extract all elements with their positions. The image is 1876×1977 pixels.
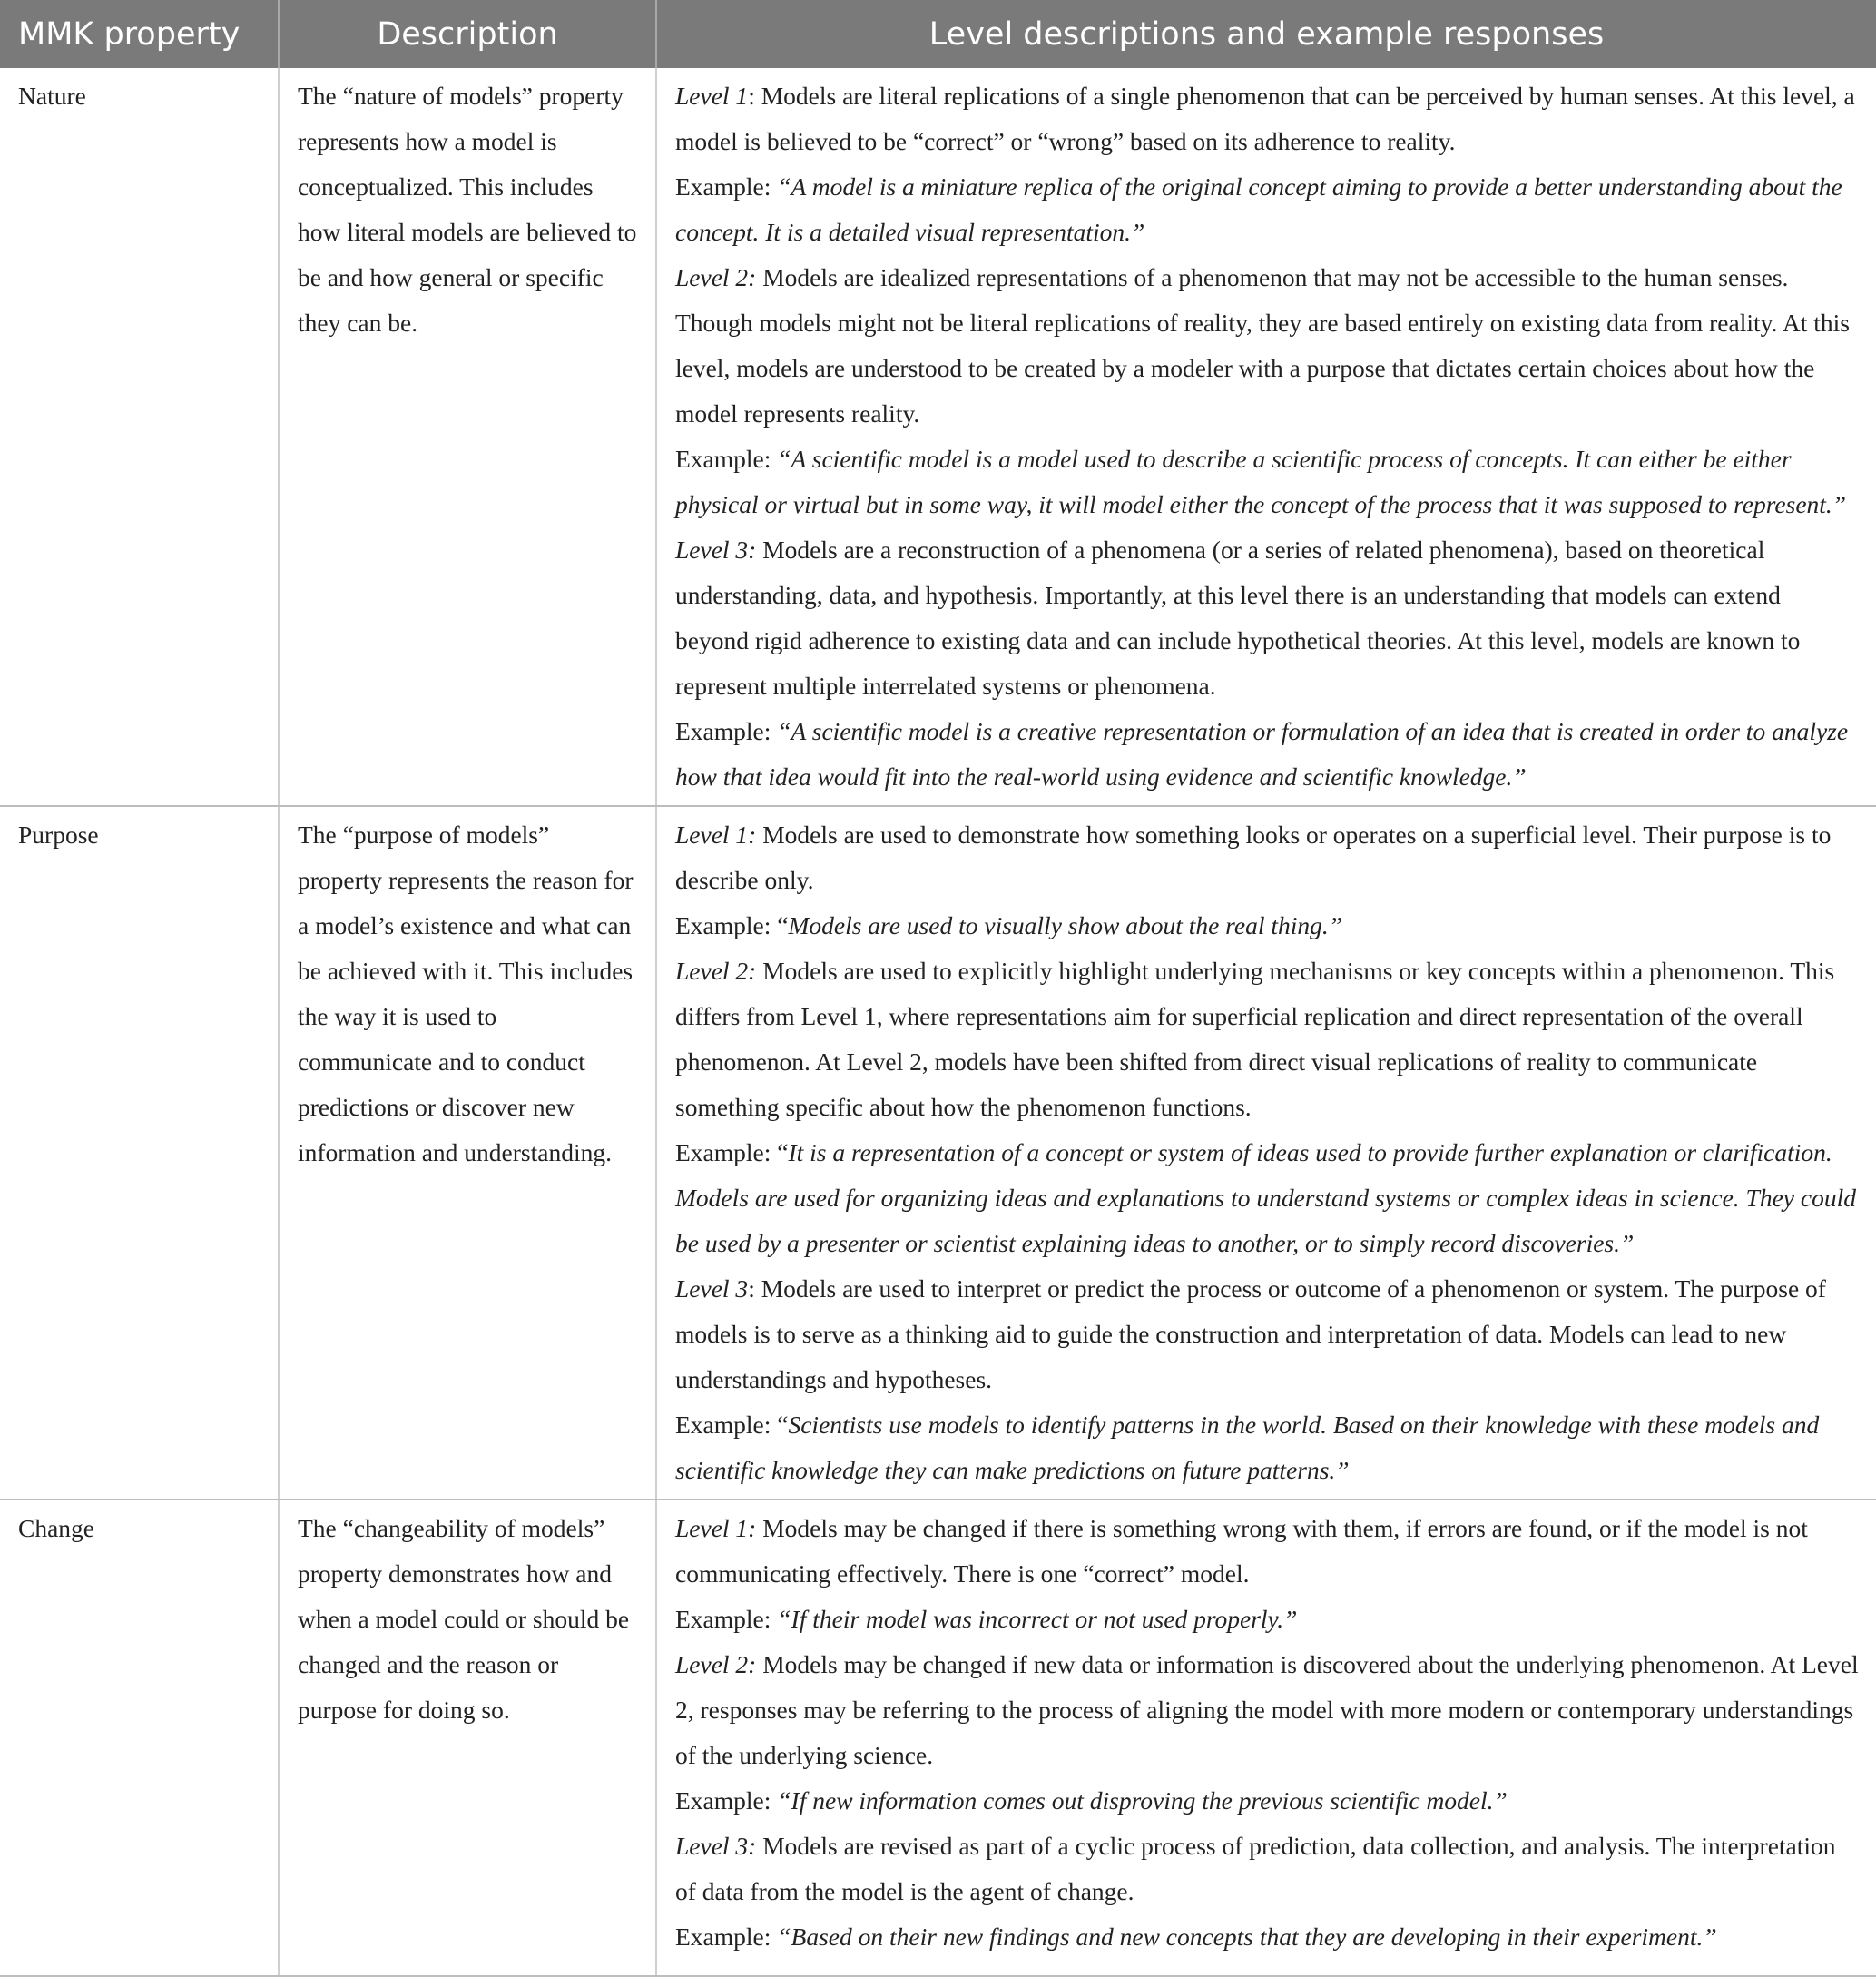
level-separator: : (748, 1274, 761, 1303)
example-prefix: Example: “ (675, 911, 789, 939)
level-paragraph (675, 74, 1860, 164)
example-quote: Models are used to visually show about the real thing.” (788, 911, 1343, 939)
level-label: Level 2: (675, 1650, 757, 1678)
level-paragraph (675, 1642, 1860, 1778)
description-cell: The “purpose of models” property represents the reason for a model’s existence and what can be achieved with it. This includes the way it is used to communicate and to conduct predictions or discover new information and understanding. (279, 806, 656, 1500)
example-quote: Scientists use models to identify patterns in the world. Based on their knowledge with these models and scientific knowledge they can make predictions on future patterns.” (675, 1411, 1820, 1484)
level-label: Level 1: (675, 1514, 757, 1542)
level-label: Level 3 (675, 1274, 749, 1303)
levels-cell (656, 806, 1876, 1500)
level-text: Models are used to interpret or predict the process or outcome of a phenomenon or system. The purpose of models is to serve as a thinking aid to guide the construction and interpretation of data. Models can lead to new understandings and hypotheses. (675, 1274, 1826, 1393)
level-paragraph (675, 1266, 1860, 1402)
example-paragraph (675, 903, 1860, 949)
example-paragraph (675, 437, 1860, 527)
property-cell: Change (0, 1500, 279, 1976)
example-quote: “A model is a miniature replica of the original concept aiming to provide a better understanding about the concept. It is a detailed visual representation.” (675, 172, 1842, 246)
example-paragraph (675, 1914, 1860, 1960)
example-paragraph (675, 1778, 1860, 1824)
example-prefix: Example: “ (675, 1138, 789, 1166)
header-mmk-property: MMK property (0, 0, 279, 68)
level-paragraph (675, 527, 1860, 709)
example-prefix: Example: (675, 1605, 778, 1633)
level-label: Level 3: (675, 536, 757, 564)
example-prefix: Example: (675, 172, 778, 201)
example-paragraph (675, 1402, 1860, 1493)
level-paragraph (675, 255, 1860, 437)
level-text: Models are idealized representations of a phenomenon that may not be accessible to the human senses. Though models might not be literal replications of reality, they are based entirely on existing data from reality. At this level, models are understood to be created by a modeler with a purpose that dictates certain choices about how the model represents reality. (675, 263, 1850, 428)
description-cell: The “nature of models” property represents how a model is conceptualized. This includes how literal models are believed to be and how general or specific they can be. (279, 68, 656, 806)
property-cell: Nature (0, 68, 279, 806)
level-label: Level 2: (675, 263, 757, 291)
example-quote: “Based on their new findings and new concepts that they are developing in their experiment.” (777, 1923, 1717, 1951)
level-text: Models may be changed if new data or information is discovered about the underlying phenomenon. At Level 2, responses may be referring to the process of aligning the model with more modern or contemporary understandings of the underlying science. (675, 1650, 1859, 1769)
example-paragraph (675, 1130, 1860, 1266)
level-text: Models are literal replications of a single phenomenon that can be perceived by human senses. At this level, a model is believed to be “correct” or “wrong” based on its adherence to reality. (675, 82, 1855, 155)
level-paragraph (675, 1506, 1860, 1597)
example-prefix: Example: “ (675, 1411, 789, 1439)
level-text: Models are used to demonstrate how something looks or operates on a superficial level. Their purpose is to describe only. (675, 821, 1832, 894)
example-paragraph (675, 709, 1860, 800)
level-text: Models are revised as part of a cyclic process of prediction, data collection, and analysis. The interpretation of data from the model is the agent of change. (675, 1832, 1836, 1905)
example-quote: It is a representation of a concept or system of ideas used to provide further explanation or clarification. Models are used for organizing ideas and explanations to understand systems or complex ideas in science. They could be used by a presenter or scientist explaining ideas to another, or to simply record discoveries.” (675, 1138, 1856, 1257)
level-label: Level 3: (675, 1832, 757, 1860)
level-text: Models are used to explicitly highlight underlying mechanisms or key concepts within a phenomenon. This differs from Level 1, where representations aim for superficial replication and direct representation of the overall phenomenon. At Level 2, models have been shifted from direct visual replications of reality to communicate something specific about how the phenomenon functions. (675, 957, 1835, 1121)
header-level-descriptions: Level descriptions and example responses (656, 0, 1876, 68)
example-paragraph (675, 1597, 1860, 1642)
level-paragraph (675, 949, 1860, 1130)
example-prefix: Example: (675, 1786, 778, 1815)
description-cell: The “changeability of models” property demonstrates how and when a model could or should be changed and the reason or purpose for doing so. (279, 1500, 656, 1976)
table-row-change (0, 1500, 1876, 1976)
property-cell: Purpose (0, 806, 279, 1500)
example-prefix: Example: (675, 445, 778, 473)
header-row (0, 0, 1876, 68)
level-separator: : (748, 82, 761, 110)
example-prefix: Example: (675, 717, 778, 745)
level-label: Level 1: (675, 821, 757, 849)
table-row-purpose (0, 806, 1876, 1500)
example-quote: “If new information comes out disproving the previous scientific model.” (777, 1786, 1508, 1815)
levels-cell (656, 68, 1876, 806)
example-paragraph (675, 164, 1860, 255)
example-quote: “If their model was incorrect or not used properly.” (777, 1605, 1298, 1633)
example-prefix: Example: (675, 1923, 778, 1951)
level-text: Models may be changed if there is something wrong with them, if errors are found, or if the model is not communicating effectively. There is one “correct” model. (675, 1514, 1808, 1588)
level-text: Models are a reconstruction of a phenomena (or a series of related phenomena), based on theoretical understanding, data, and hypothesis. Importantly, at this level there is an understanding that models can extend beyond rigid adherence to existing data and can include hypothetical theories. At this level, models are known to represent multiple interrelated systems or phenomena. (675, 536, 1801, 700)
level-paragraph (675, 1824, 1860, 1914)
level-label: Level 1 (675, 82, 749, 110)
level-label: Level 2: (675, 957, 757, 985)
example-quote: “A scientific model is a model used to describe a scientific process of concepts. It can either be either physical or virtual but in some way, it will model either the concept of the process that it was supposed to represent.” (675, 445, 1847, 518)
header-description: Description (279, 0, 656, 68)
levels-cell (656, 1500, 1876, 1976)
example-quote: “A scientific model is a creative representation or formulation of an idea that is created in order to analyze how that idea would fit into the real-world using evidence and scientific knowledge.” (675, 717, 1849, 791)
table-row-nature (0, 68, 1876, 806)
level-paragraph (675, 812, 1860, 903)
